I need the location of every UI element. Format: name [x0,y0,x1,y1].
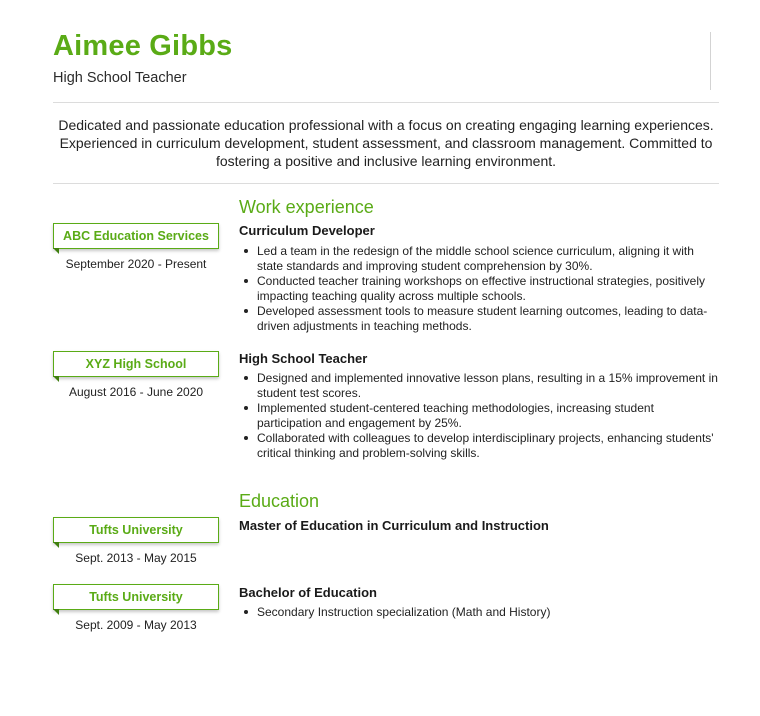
work-role: High School Teacher [239,351,368,366]
education-bullet-list [239,605,719,620]
list-item: Led a team in the redesign of the middle school science curriculum, aligning it with state standards and improving student comprehension by 30%. [239,244,719,274]
education-school-tag: Tufts University [53,517,219,543]
list-item: Implemented student-centered teaching methodologies, increasing student participation and engagement by 25%. [239,401,719,431]
work-company-tag: XYZ High School [53,351,219,377]
work-company-tag: ABC Education Services [53,223,219,249]
education-heading: Education [239,491,320,511]
work-dates: September 2020 - Present [65,257,207,271]
education-degree: Master of Education in Curriculum and Instruction [239,518,549,533]
candidate-name: Aimee Gibbs [53,30,233,62]
education-dates: Sept. 2009 - May 2013 [75,618,197,632]
header-divider [710,32,711,90]
divider-summary [53,183,719,184]
education-degree: Bachelor of Education [239,585,377,600]
education-school-tag: Tufts University [53,584,219,610]
work-experience-heading: Work experience [239,197,374,217]
work-dates: August 2016 - June 2020 [68,385,204,399]
summary-text: Dedicated and passionate education professional with a focus on creating engaging learning experiences. Experienced in curriculum development, student assessment, and classroom management. Committed to fostering a positive and inclusive learning environment. [58,117,714,169]
list-item: Secondary Instruction specialization (Math and History) [239,605,719,620]
list-item: Collaborated with colleagues to develop interdisciplinary projects, enhancing students' critical thinking and problem-solving skills. [239,431,719,461]
list-item: Developed assessment tools to measure student learning outcomes, leading to data-driven adjustments in teaching methods. [239,304,719,334]
list-item: Conducted teacher training workshops on effective instructional strategies, positively impacting teaching quality across multiple schools. [239,274,719,304]
divider-top [53,102,719,103]
work-role: Curriculum Developer [239,223,375,238]
work-bullet-list [239,244,719,334]
list-item: Designed and implemented innovative lesson plans, resulting in a 15% improvement in student test scores. [239,371,719,401]
candidate-title: High School Teacher [53,70,187,86]
education-dates: Sept. 2013 - May 2015 [75,551,197,565]
work-bullet-list [239,371,719,461]
